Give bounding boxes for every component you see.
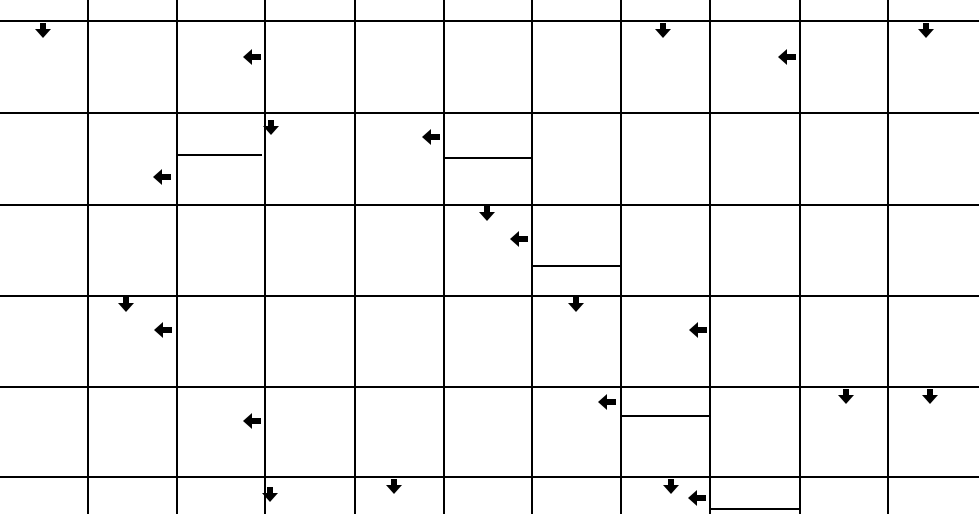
grid-line-vertical xyxy=(620,0,622,514)
grid-line-vertical xyxy=(264,0,266,514)
grid-line-vertical xyxy=(887,0,889,514)
arrow-down-icon xyxy=(661,479,681,495)
cell-divider xyxy=(710,508,800,510)
arrow-down-icon xyxy=(566,297,586,313)
arrow-left-icon xyxy=(777,49,797,65)
arrow-down-icon xyxy=(916,23,936,39)
arrow-down-icon xyxy=(260,487,280,503)
arrow-down-icon xyxy=(836,389,856,405)
grid-line-horizontal xyxy=(0,295,979,297)
arrow-left-icon xyxy=(688,322,708,338)
arrow-down-icon xyxy=(33,23,53,39)
arrow-left-icon xyxy=(597,394,617,410)
grid-line-horizontal xyxy=(0,20,979,22)
grid-line-horizontal xyxy=(0,476,979,478)
grid-line-vertical xyxy=(531,0,533,514)
cell-divider xyxy=(621,415,710,417)
grid-line-horizontal xyxy=(0,386,979,388)
grid-line-vertical xyxy=(799,0,801,514)
arrow-left-icon xyxy=(152,169,172,185)
grid-line-vertical xyxy=(709,0,711,514)
cell-divider xyxy=(444,157,532,159)
arrow-left-icon xyxy=(242,413,262,429)
arrow-down-icon xyxy=(653,23,673,39)
arrow-down-icon xyxy=(116,297,136,313)
arrow-left-icon xyxy=(421,129,441,145)
grid-line-vertical xyxy=(354,0,356,514)
arrow-down-icon xyxy=(477,206,497,222)
grid-line-vertical xyxy=(176,0,178,514)
grid-line-horizontal xyxy=(0,112,979,114)
grid-line-vertical xyxy=(87,0,89,514)
cell-divider xyxy=(177,154,262,156)
cell-divider xyxy=(532,265,621,267)
grid-line-vertical xyxy=(443,0,445,514)
arrow-left-icon xyxy=(509,231,529,247)
arrow-down-icon xyxy=(920,389,940,405)
arrow-left-icon xyxy=(687,490,707,506)
arrow-down-icon xyxy=(261,120,281,136)
arrow-left-icon xyxy=(242,49,262,65)
arrow-down-icon xyxy=(384,479,404,495)
arrow-left-icon xyxy=(153,322,173,338)
